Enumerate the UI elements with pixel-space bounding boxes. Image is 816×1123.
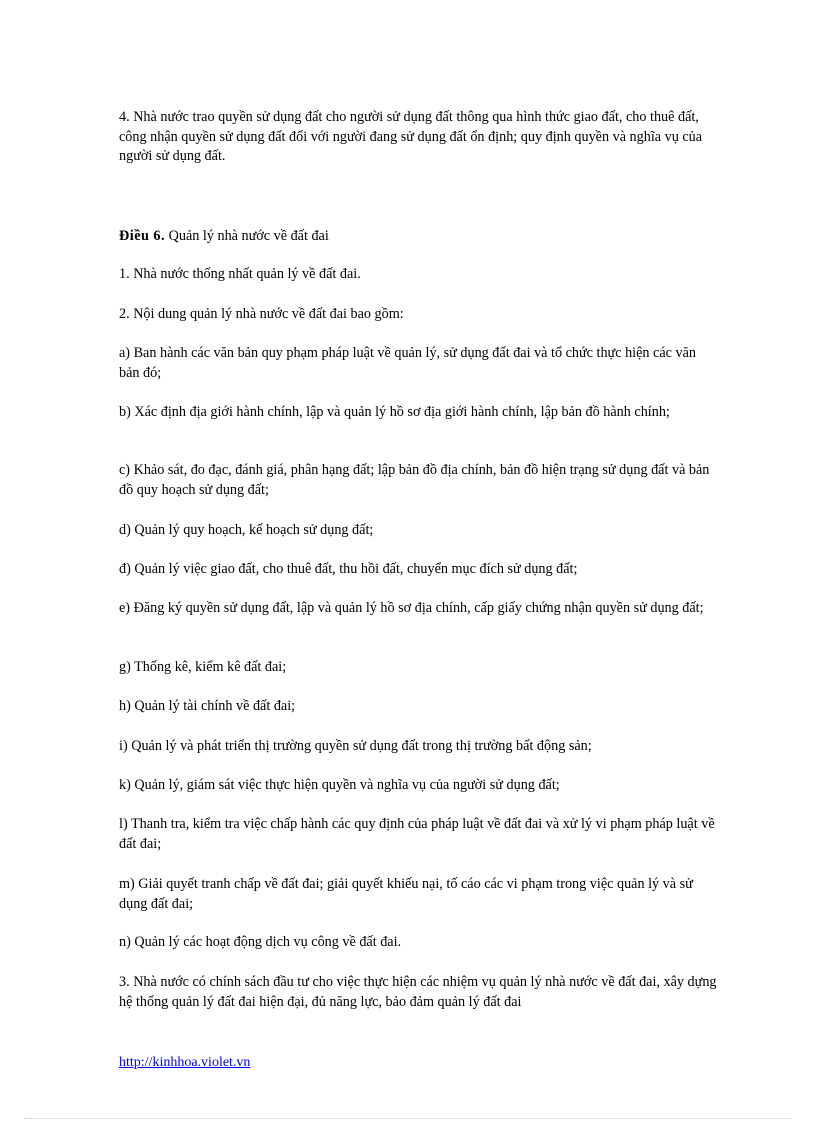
paragraph-clause-2: 2. Nội dung quản lý nhà nước về đất đai bao gồm:: [119, 306, 404, 322]
list-item-c: c) Khảo sát, đo đạc, đánh giá, phân hạng đất; lập bản đồ địa chính, bản đồ hiện trạng sử dụng đất và bản đồ quy hoạch sử dụng đất;: [119, 462, 710, 498]
footer-link[interactable]: http://kinhhoa.violet.vn: [119, 1055, 251, 1070]
article-6-title: Quản lý nhà nước về đất đai: [165, 228, 329, 244]
paragraph-clause-4: 4. Nhà nước trao quyền sử dụng đất cho người sử dụng đất thông qua hình thức giao đất, cho thuê đất, công nhận quyền sử dụng đất đối với người đang sử dụng đất ổn định; quy định quyền và nghĩa vụ của người sử dụng đất.: [119, 109, 703, 164]
article-6-label: Điều 6.: [119, 228, 166, 244]
list-item-g: g) Thống kê, kiểm kê đất đai;: [119, 659, 287, 675]
article-6-heading: [119, 227, 719, 247]
paragraph-clause-3: 3. Nhà nước có chính sách đầu tư cho việc thực hiện các nhiệm vụ quản lý nhà nước về đất đai, xây dựng hệ thống quản lý đất đai hiện đại, đủ năng lực, bảo đảm quản lý đất đai: [119, 974, 717, 1010]
list-item-a: a) Ban hành các văn bản quy phạm pháp luật về quản lý, sử dụng đất đai và tổ chức thực hiện các văn bản đó;: [119, 345, 696, 381]
paragraph-clause-1: 1. Nhà nước thống nhất quản lý về đất đai.: [119, 266, 361, 282]
list-item-b: b) Xác định địa giới hành chính, lập và quản lý hồ sơ địa giới hành chính, lập bản đồ hành chính;: [119, 404, 670, 420]
list-item-dd: đ) Quản lý việc giao đất, cho thuê đất, thu hồi đất, chuyển mục đích sử dụng đất;: [119, 561, 578, 577]
list-item-h: h) Quản lý tài chính về đất đai;: [119, 698, 296, 714]
footer-divider: [24, 1118, 792, 1119]
list-item-n: n) Quản lý các hoạt động dịch vụ công về đất đai.: [119, 934, 402, 950]
list-item-l: l) Thanh tra, kiểm tra việc chấp hành các quy định của pháp luật về đất đai và xử lý vi phạm pháp luật về đất đai;: [119, 816, 715, 852]
list-item-e: e) Đăng ký quyền sử dụng đất, lập và quản lý hồ sơ địa chính, cấp giấy chứng nhận quyền sử dụng đất;: [119, 600, 704, 616]
list-item-k: k) Quản lý, giám sát việc thực hiện quyền và nghĩa vụ của người sử dụng đất;: [119, 777, 560, 793]
list-item-d: d) Quản lý quy hoạch, kế hoạch sử dụng đất;: [119, 522, 374, 538]
list-item-m: m) Giải quyết tranh chấp về đất đai; giải quyết khiếu nại, tố cáo các vi phạm trong việc quản lý và sử dụng đất đai;: [119, 876, 693, 912]
list-item-i: i) Quản lý và phát triển thị trường quyền sử dụng đất trong thị trường bất động sản;: [119, 738, 592, 754]
